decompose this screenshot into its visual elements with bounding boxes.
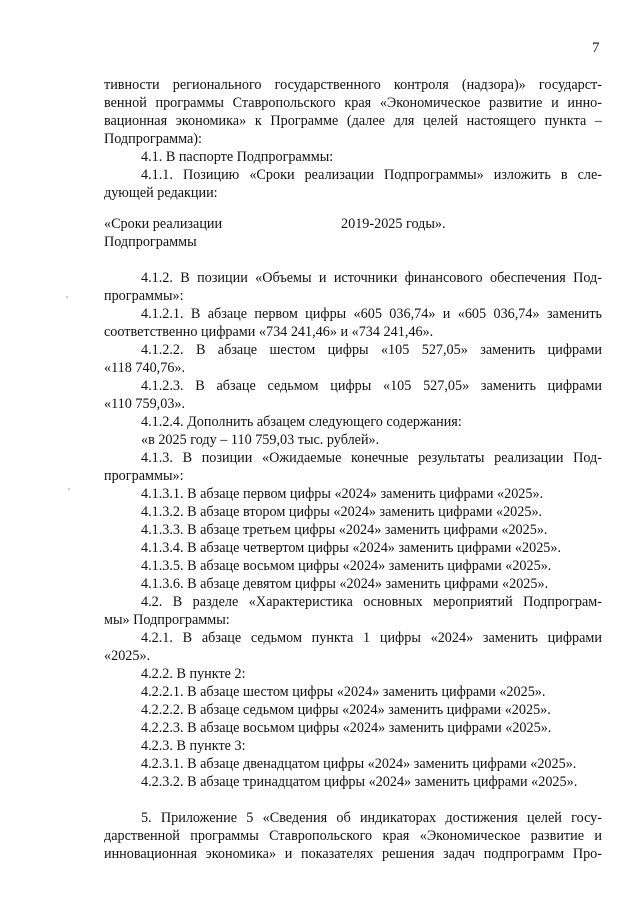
position-label: Подпрограммы <box>104 234 197 250</box>
text-line: «110 759,03». <box>104 396 186 412</box>
text-line: Подпрограмма): <box>104 131 202 147</box>
page-number: 7 <box>592 40 600 56</box>
text-line: 4.1.3.4. В абзаце четвертом цифры «2024» заменить цифрами «2025». <box>141 540 562 556</box>
scan-speck <box>66 296 68 298</box>
text-line: 4.1.2.3. В абзаце седьмом цифры «105 527,05» заменить цифрами <box>141 378 602 394</box>
text-line: 4.1.3.3. В абзаце третьем цифры «2024» заменить цифрами «2025». <box>141 522 548 538</box>
text-line: инновационная экономика» и показателях решения задач подпрограмм Про- <box>104 846 602 862</box>
text-line: мы» Подпрограммы: <box>104 612 230 628</box>
text-line: 4.1.2.1. В абзаце первом цифры «605 036,74» и «605 036,74» заменить <box>141 306 602 322</box>
text-line: 4.2.2. В пункте 2: <box>141 666 246 682</box>
text-line: «в 2025 году – 110 759,03 тыс. рублей». <box>141 432 380 448</box>
text-line: «2025». <box>104 648 151 664</box>
text-line: вационная экономика» к Программе (далее для целей настоящего пункта – <box>104 113 602 129</box>
text-line: 4.2.1. В абзаце седьмом пункта 1 цифры «2024» заменить цифрами <box>141 630 602 646</box>
text-line: 4.1.3.1. В абзаце первом цифры «2024» заменить цифрами «2025». <box>141 486 544 502</box>
text-line: 4.1.3.2. В абзаце втором цифры «2024» заменить цифрами «2025». <box>141 504 543 520</box>
text-line: венной программы Ставропольского края «Экономическое развитие и инно- <box>104 95 602 111</box>
text-line: 4.1.2. В позиции «Объемы и источники финансового обеспечения Под- <box>141 270 602 286</box>
text-line: 5. Приложение 5 «Сведения об индикаторах достижения целей госу- <box>141 810 602 826</box>
text-line: 4.2.2.3. В абзаце восьмом цифры «2024» заменить цифрами «2025». <box>141 720 552 736</box>
text-line: 4.1. В паспорте Подпрограммы: <box>141 149 334 165</box>
text-line: 4.1.3.6. В абзаце девятом цифры «2024» заменить цифрами «2025». <box>141 576 549 592</box>
position-label: «Сроки реализации <box>104 216 223 232</box>
text-line: программы»: <box>104 468 184 484</box>
text-line: 4.2.2.1. В абзаце шестом цифры «2024» заменить цифрами «2025». <box>141 684 546 700</box>
text-line: тивности регионального государственного контроля (надзора)» государст- <box>104 77 602 93</box>
text-line: 4.1.2.4. Дополнить абзацем следующего содержания: <box>141 414 462 430</box>
text-line: «118 740,76». <box>104 360 186 376</box>
text-line: дарственной программы Ставропольского края «Экономическое развитие и <box>104 828 602 844</box>
text-line: программы»: <box>104 288 184 304</box>
text-line: 4.1.2.2. В абзаце шестом цифры «105 527,05» заменить цифрами <box>141 342 602 358</box>
text-line: 4.1.3.5. В абзаце восьмом цифры «2024» заменить цифрами «2025». <box>141 558 552 574</box>
scan-speck <box>68 488 70 490</box>
text-line: 4.2. В разделе «Характеристика основных мероприятий Подпрограм- <box>141 594 602 610</box>
text-line: 4.1.1. Позицию «Сроки реализации Подпрограммы» изложить в сле- <box>141 167 602 183</box>
text-line: 4.1.3. В позиции «Ожидаемые конечные результаты реализации Под- <box>141 450 602 466</box>
position-value: 2019-2025 годы». <box>341 216 446 232</box>
text-line: дующей редакции: <box>104 185 218 201</box>
text-line: 4.2.3. В пункте 3: <box>141 738 246 754</box>
text-line: соответственно цифрами «734 241,46» и «734 241,46». <box>104 324 434 340</box>
text-line: 4.2.2.2. В абзаце седьмом цифры «2024» заменить цифрами «2025». <box>141 702 551 718</box>
text-line: 4.2.3.1. В абзаце двенадцатом цифры «2024» заменить цифрами «2025». <box>141 756 577 772</box>
text-line: 4.2.3.2. В абзаце тринадцатом цифры «2024» заменить цифрами «2025». <box>141 774 578 790</box>
